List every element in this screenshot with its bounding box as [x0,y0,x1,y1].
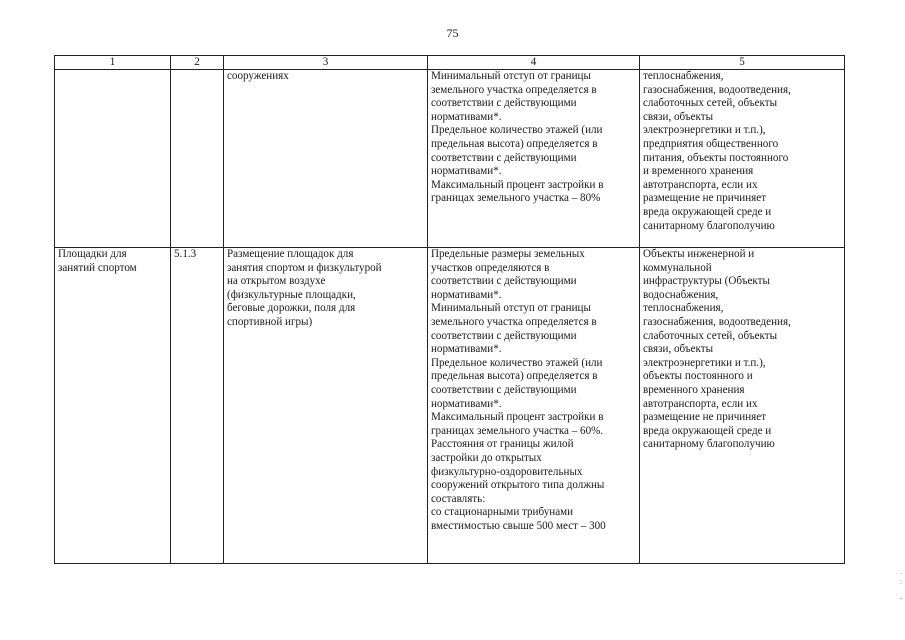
table-cell [171,70,224,248]
cell-text-line: объекты постоянного и [643,370,753,383]
cell-text-line: автотранспорта, если их [643,178,758,191]
cell-text-line: участков определяются в [431,261,550,274]
scan-edge-marks: · : ‐ [900,570,903,602]
cell-text-line: нормативами*. [431,288,502,301]
cell-text-line: предприятия общественного [643,137,779,150]
cell-text-line: земельного участка определяется в [431,83,597,96]
page-number: 75 [446,26,459,40]
cell-text-line: сооружений открытого типа должны [431,479,605,492]
cell-text-line: предельная высота) определяется в [431,370,598,383]
table-row [55,70,845,248]
table-cell [224,248,428,564]
cell-text-line: коммунальной [643,261,712,274]
table-cell [428,248,640,564]
table-cell [171,248,224,564]
cell-text-line: занятия спортом и физкультурой [227,261,382,274]
cell-text-line: нормативами*. [431,397,502,410]
cell-text-line: соответствии с действующими [431,151,577,164]
cell-text-line: инфраструктуры (Объекты [643,275,770,288]
cell-text-line: со стационарными трибунами [431,506,574,519]
cell-text-line: беговые дорожки, поля для [227,302,356,315]
table-row [55,248,845,564]
cell-text-line: границах земельного участка – 60%. [431,424,604,437]
cell-text-line: застройки до открытых [431,451,542,464]
cell-text-line: газоснабжения, водоотведения, [643,83,791,96]
cell-text-line: связи, объекты [643,343,714,356]
cell-text-line: автотранспорта, если их [643,397,758,410]
cell-text-line: связи, объекты [643,110,714,123]
table-cell [224,70,428,248]
cell-text-line: размещение не причиняет [643,192,767,205]
cell-text-line: границах земельного участка – 80% [431,192,601,205]
cell-text-line: Максимальный процент застройки в [431,178,604,191]
cell-text-line: электроэнергетики и т.п.), [643,356,766,369]
cell-text-line: физкультурно-оздоровительных [431,465,583,478]
table-cell [428,70,640,248]
cell-text-line: Размещение площадок для [227,248,354,260]
cell-text-line: земельного участка определяется в [431,315,597,328]
header-cell: 3 [224,56,428,70]
cell-text-line: 5.1.3 [174,248,197,260]
table-cell [55,248,171,564]
cell-text-line: Объекты инженерной и [643,248,755,260]
cell-text-line: слаботочных сетей, объекты [643,329,778,342]
cell-text-line: сооружениях [227,70,289,82]
cell-text-line: предельная высота) определяется в [431,137,598,150]
cell-text-line: слаботочных сетей, объекты [643,97,778,110]
cell-text-line: питания, объекты постоянного [643,151,789,164]
cell-text-line: соответствии с действующими [431,383,577,396]
table-cell [640,248,845,564]
cell-text-line: составлять: [431,492,486,505]
cell-text-line: газоснабжения, водоотведения, [643,315,791,328]
table-cell [640,70,845,248]
cell-text-line: санитарному благополучию [643,219,775,232]
cell-text-line: электроэнергетики и т.п.), [643,124,766,137]
cell-text-line: санитарному благополучию [643,438,775,451]
header-cell: 4 [428,56,640,70]
cell-text-line: соответствии с действующими [431,275,577,288]
header-cell: 2 [171,56,224,70]
table-header-row [55,56,845,70]
cell-text-line: спортивной игры) [227,315,313,328]
cell-text-line: Площадки для [58,248,127,260]
cell-text-line: вреда окружающей среде и [643,205,772,218]
cell-text-line: Предельные размеры земельных [431,248,585,260]
cell-text-line: теплоснабжения, [643,302,724,315]
zoning-table [54,55,845,564]
table-cell [55,70,171,248]
cell-text-line: нормативами*. [431,343,502,356]
cell-text-line: Предельное количество этажей (или [431,356,603,369]
cell-text-line: на открытом воздухе [227,275,326,288]
cell-text-line: занятий спортом [58,261,137,274]
cell-text-line: временного хранения [643,383,745,396]
cell-text-line: Максимальный процент застройки в [431,411,604,424]
cell-text-line: Расстояния от границы жилой [431,438,574,451]
cell-text-line: Минимальный отступ от границы [431,302,591,315]
cell-text-line: размещение не причиняет [643,411,767,424]
cell-text-line: вреда окружающей среде и [643,424,772,437]
cell-text-line: и временного хранения [643,165,754,178]
cell-text-line: теплоснабжения, [643,70,724,82]
header-cell: 1 [55,56,171,70]
cell-text-line: Предельное количество этажей (или [431,124,603,137]
cell-text-line: нормативами*. [431,110,502,123]
cell-text-line: (физкультурные площадки, [227,288,356,301]
header-cell: 5 [640,56,845,70]
cell-text-line: нормативами*. [431,165,502,178]
cell-text-line: соответствии с действующими [431,97,577,110]
cell-text-line: соответствии с действующими [431,329,577,342]
cell-text-line: водоснабжения, [643,288,719,301]
cell-text-line: вместимостью свыше 500 мест – 300 [431,519,606,532]
cell-text-line: Минимальный отступ от границы [431,70,591,82]
